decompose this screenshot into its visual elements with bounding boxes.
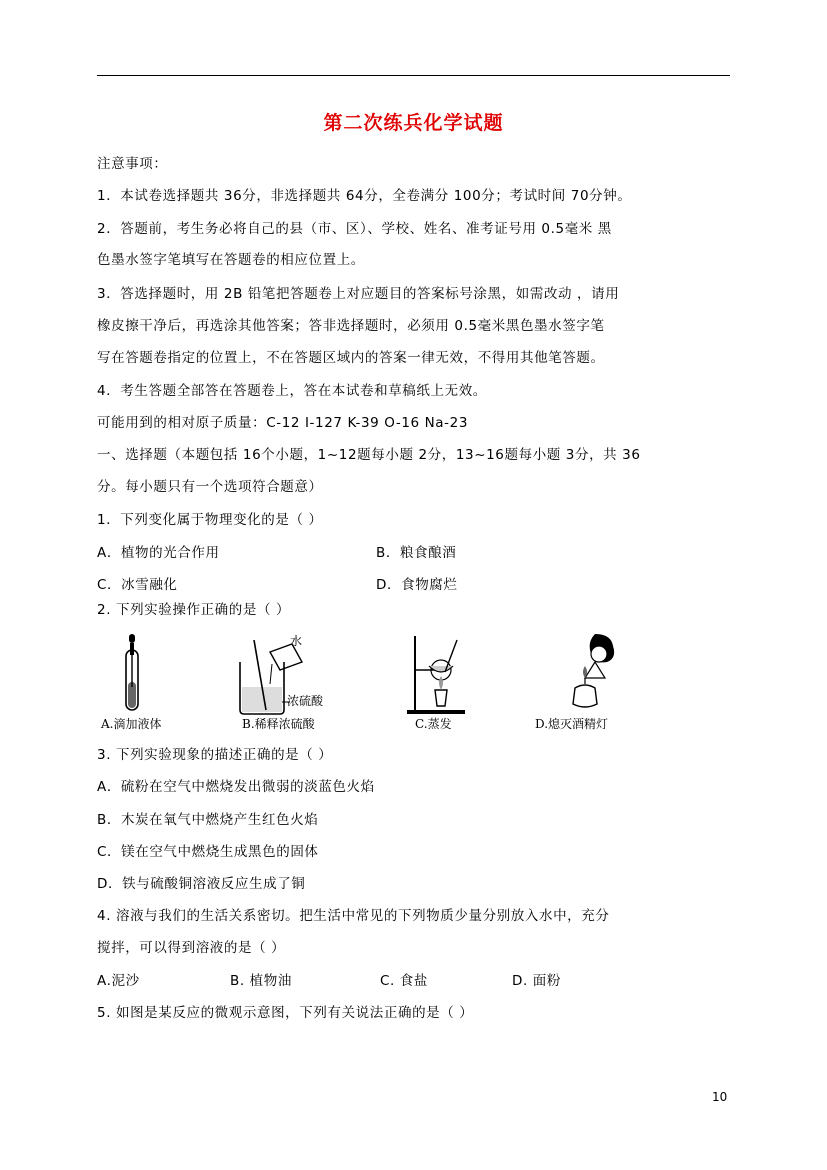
- exam-title: 第二次练兵化学试题: [323, 112, 504, 134]
- note-line: 2．答题前，考生务必将自己的县（市、区）、学校、姓名、准考证号用 0.5毫米 黑: [97, 221, 612, 237]
- q3-option-a: A．硫粉在空气中燃烧发出微弱的淡蓝色火焰: [97, 779, 375, 795]
- figure-a-caption: A.滴加液体: [101, 717, 162, 731]
- q4-stem: 4. 溶液与我们的生活关系密切。把生活中常见的下列物质少量分别放入水中，充分: [97, 908, 610, 924]
- figure-evaporation: [405, 632, 475, 716]
- q4-stem-cont: 搅拌，可以得到溶液的是（ ）: [97, 940, 286, 956]
- note-line: 色墨水签字笔填写在答题卷的相应位置上。: [97, 252, 365, 268]
- q1-option-a: A．植物的光合作用: [97, 545, 220, 561]
- q4-option-b: B. 植物油: [230, 973, 292, 989]
- section-header: 分。每小题只有一个选项符合题意）: [97, 479, 323, 495]
- q3-option-c: C．镁在空气中燃烧生成黑色的固体: [97, 844, 319, 860]
- q4-option-d: D. 面粉: [512, 973, 561, 989]
- q4-option-a: A.泥沙: [97, 973, 140, 989]
- note-line: 写在答题卷指定的位置上，不在答题区域内的答案一律无效，不得用其他笔答题。: [97, 350, 605, 366]
- figure-c-caption: C.蒸发: [415, 717, 452, 731]
- note-line: 橡皮擦干净后，再选涂其他答案；答非选择题时，必须用 0.5毫米黑色墨水签字笔: [97, 318, 605, 334]
- figure-alcohol-lamp: [555, 632, 625, 716]
- q3-option-b: B．木炭在氧气中燃烧产生红色火焰: [97, 812, 319, 828]
- label-acid: 浓硫酸: [287, 694, 324, 708]
- q1-option-c: C．冰雪融化: [97, 577, 178, 593]
- header-rule: [97, 75, 730, 76]
- label-water: 水: [290, 634, 303, 648]
- q3-stem: 3. 下列实验现象的描述正确的是（ ）: [97, 747, 333, 763]
- figure-d-caption: D.熄灭酒精灯: [535, 717, 609, 731]
- q1-stem: 1．下列变化属于物理变化的是（ ）: [97, 512, 323, 528]
- note-line: 4．考生答题全部答在答题卷上，答在本试卷和草稿纸上无效。: [97, 383, 487, 399]
- note-line: 3．答选择题时，用 2B 铅笔把答题卷上对应题目的答案标号涂黑，如需改动 ，请用: [97, 286, 620, 302]
- q3-option-d: D．铁与硫酸铜溶液反应生成了铜: [97, 876, 306, 892]
- figure-b-caption: B.稀释浓硫酸: [242, 717, 315, 731]
- notes-heading: 注意事项：: [97, 156, 168, 172]
- q5-stem: 5. 如图是某反应的微观示意图，下列有关说法正确的是（ ）: [97, 1005, 474, 1021]
- section-header: 一、选择题（本题包括 16个小题，1~12题每小题 2分，13~16题每小题 3分，共 36: [97, 447, 641, 463]
- figure-dropper-test-tube: [110, 632, 180, 716]
- atomic-masses: 可能用到的相对原子质量：C-12 I-127 K-39 O-16 Na-23: [97, 415, 469, 431]
- q1-option-b: B．粮食酿酒: [376, 545, 457, 561]
- q1-option-d: D．食物腐烂: [376, 577, 458, 593]
- q2-stem: 2. 下列实验操作正确的是（ ）: [97, 602, 291, 618]
- page-number: 10: [712, 1090, 728, 1104]
- note-line: 1．本试卷选择题共 36分，非选择题共 64分，全卷满分 100分；考试时间 70分钟。: [97, 188, 632, 204]
- q4-option-c: C. 食盐: [380, 973, 429, 989]
